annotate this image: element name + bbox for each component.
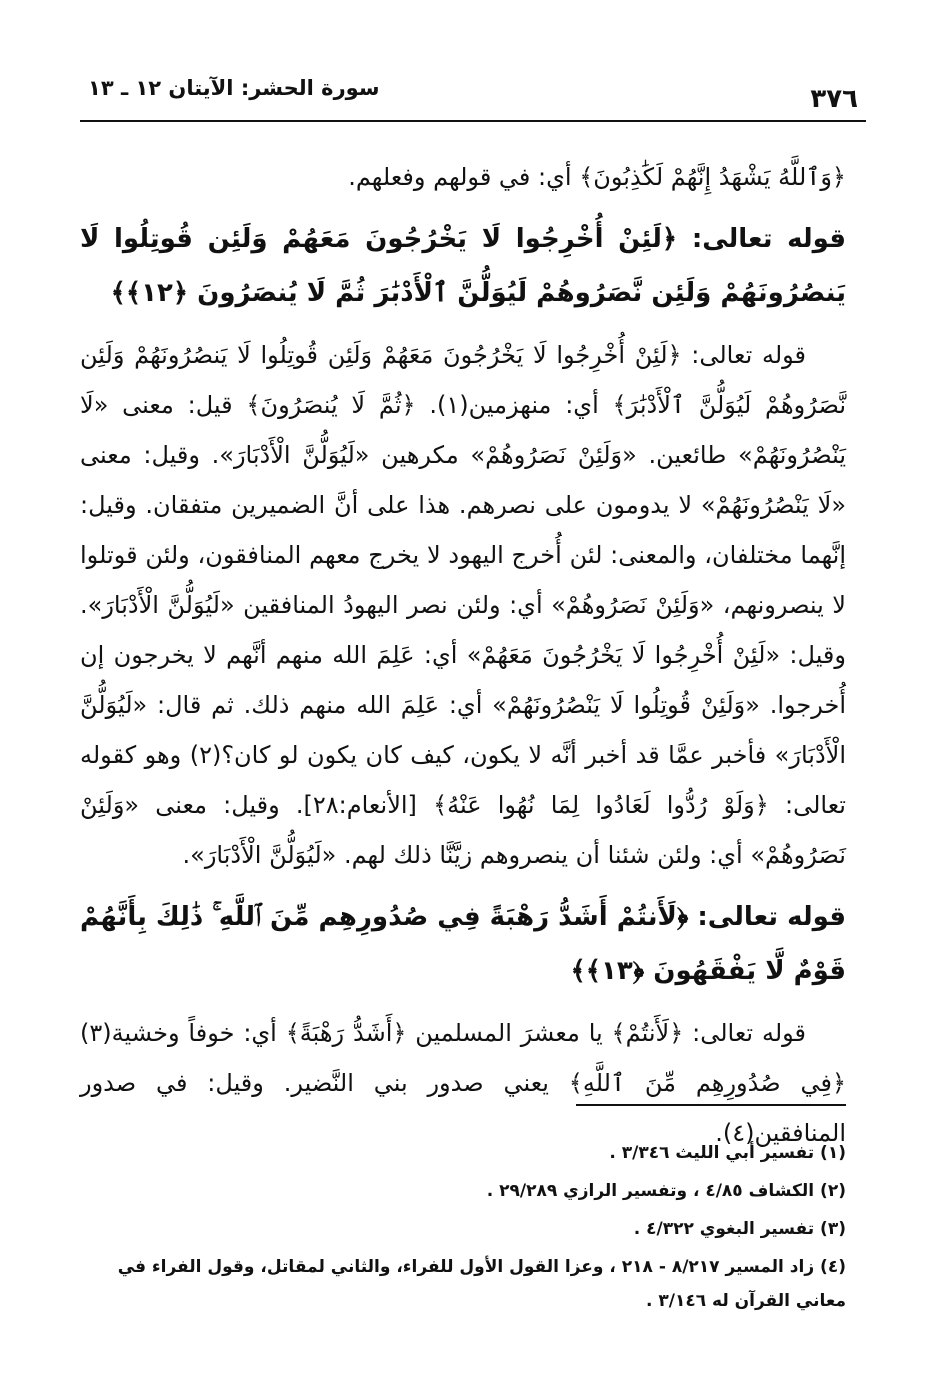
page-number: ٣٧٦ [810,84,858,114]
verse-heading-12: قوله تعالى: ﴿لَئِنْ أُخْرِجُوا لَا يَخْرُجُونَ مَعَهُمْ وَلَئِن قُوتِلُوا لَا يَنصُرُونَهُمْ وَلَئِن نَّصَرُوهُمْ لَيُوَلُّنَّ ٱلْأَدْبَٰرَ ثُمَّ لَا يُنصَرُونَ ﴿١٢﴾﴾ [80,224,846,308]
paragraph-2: قوله تعالى: ﴿لَئِنْ أُخْرِجُوا لَا يَخْرُجُونَ مَعَهُمْ وَلَئِن قُوتِلُوا لَا يَنصُرُونَهُمْ وَلَئِن نَّصَرُوهُمْ لَيُوَلُّنَّ ٱلْأَدْبَٰرَ﴾ أي: منهزمين(١). ﴿ثُمَّ لَا يُنصَرُونَ﴾ قيل: معنى «لَا يَنْصُرُونَهُمْ» طائعين. «وَلَئِنْ نَصَرُوهُمْ» مكرهين «لَيُوَلُّنَّ الْأَدْبَارَ». وقيل: معنى «لَا يَنْصُرُونَهُمْ» لا يدومون على نصرهم. هذا على أنَّ الضميرين متفقان. وقيل: إنَّهما مختلفان، والمعنى: لئن أُخرج اليهود لا يخرج معهم المنافقون، ولئن قوتلوا لا ينصرونهم، «وَلَئِنْ نَصَرُوهُمْ» أي: ولئن نصر اليهودُ المنافقين «لَيُوَلُّنَّ الْأَدْبَارَ». وقيل: «لَئِنْ أُخْرِجُوا لَا يَخْرُجُونَ مَعَهُمْ» أي: عَلِمَ الله منهم أنَّهم لا يخرجون إن أُخرجوا. «وَلَئِنْ قُوتِلُوا لَا يَنْصُرُونَهُمْ» أي: عَلِمَ الله منهم ذلك. ثم قال: «لَيُوَلُّنَّ الْأَدْبَارَ» فأخبر عمَّا قد أخبر أنَّه لا يكون، كيف كان يكون لو كان؟(٢) وهو كقوله تعالى: ﴿وَلَوْ رُدُّوا لَعَادُوا لِمَا نُهُوا عَنْهُ﴾ [الأنعام:٢٨]. وقيل: معنى «وَلَئِنْ نَصَرُوهُمْ» أي: ولئن شئنا أن ينصروهم زيَّنَّا ذلك لهم. «لَيُوَلُّنَّ الْأَدْبَارَ». [80,341,846,869]
paragraph-1: ﴿وَٱللَّهُ يَشْهَدُ إِنَّهُمْ لَكَٰذِبُونَ﴾ أي: في قولهم وفعلهم. [348,163,846,191]
footnotes [80,1136,846,1322]
footnote-3: (٣) تفسير البغوي ٤/٣٢٢ . [633,1219,846,1239]
footnote-2: (٢) الكشاف ٤/٨٥ ، وتفسير الرازي ٢٩/٢٨٩ . [486,1181,846,1201]
footnote-rule [576,1104,846,1106]
header-title: سورة الحشر: الآيتان ١٢ ـ ١٣ [88,76,380,100]
footnote-4: (٤) زاد المسير ٨/٢١٧ - ٢١٨ ، وعزا القول الأول للفراء، والثاني لمقاتل، وقول الفراء في معاني القرآن له ٣/١٤٦ . [117,1257,846,1311]
verse-heading-13: قوله تعالى: ﴿لَأَنتُمْ أَشَدُّ رَهْبَةً فِي صُدُورِهِم مِّنَ ٱللَّهِ ۚ ذَٰلِكَ بِأَنَّهُمْ قَوْمٌ لَّا يَفْقَهُونَ ﴿١٣﴾﴾ [80,902,846,986]
header-rule [80,120,866,122]
paragraph-3: قوله تعالى: ﴿لَأَنتُمْ﴾ يا معشرَ المسلمين ﴿أَشَدُّ رَهْبَةً﴾ أي: خوفاً وخشية(٣) ﴿فِي صُدُورِهِم مِّنَ ٱللَّهِ﴾ يعني صدور بني النَّضير. وقيل: في صدور المنافقين(٤). [80,1019,846,1147]
body-text [80,152,846,1168]
footnote-1: (١) تفسير أبي الليث ٣/٣٤٦ . [609,1143,846,1163]
running-header [80,62,866,120]
